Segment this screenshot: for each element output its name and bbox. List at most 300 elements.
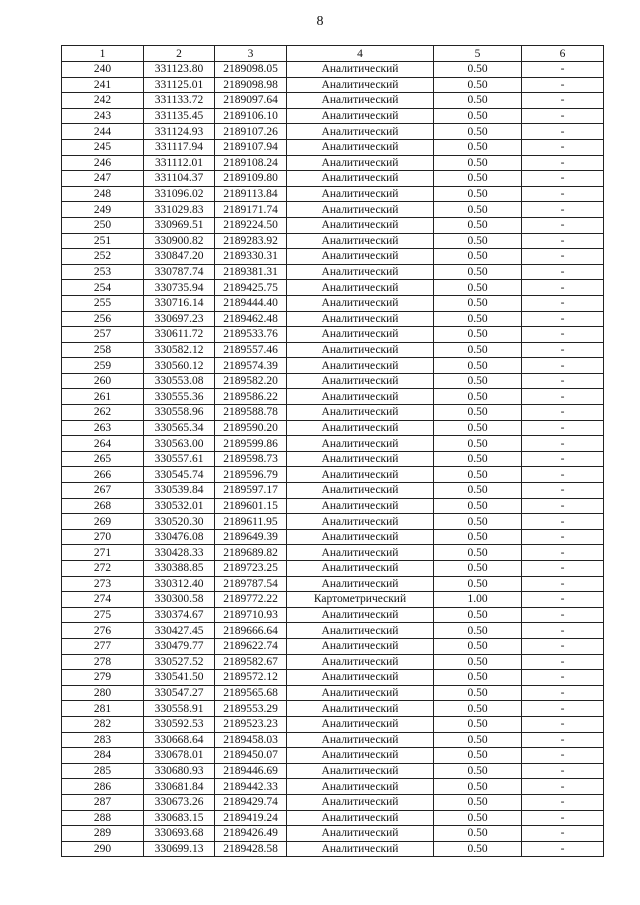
cell-method: Аналитический: [287, 623, 434, 639]
cell-point-number: 260: [62, 373, 144, 389]
cell-method: Аналитический: [287, 670, 434, 686]
cell-note: -: [522, 701, 604, 717]
cell-method: Аналитический: [287, 576, 434, 592]
table-row: [62, 124, 604, 140]
cell-accuracy: 0.50: [434, 62, 522, 78]
cell-accuracy: 0.50: [434, 748, 522, 764]
table-row: [62, 654, 604, 670]
cell-note: -: [522, 732, 604, 748]
cell-point-number: 271: [62, 545, 144, 561]
cell-accuracy: 0.50: [434, 545, 522, 561]
cell-coordinate-x: 331124.93: [144, 124, 215, 140]
cell-point-number: 288: [62, 810, 144, 826]
cell-point-number: 283: [62, 732, 144, 748]
cell-coordinate-y: 2189113.84: [215, 186, 287, 202]
cell-coordinate-x: 331029.83: [144, 202, 215, 218]
cell-method: Аналитический: [287, 451, 434, 467]
cell-accuracy: 0.50: [434, 93, 522, 109]
cell-coordinate-y: 2189574.39: [215, 358, 287, 374]
table-row: [62, 623, 604, 639]
cell-point-number: 240: [62, 62, 144, 78]
table-row: [62, 233, 604, 249]
cell-point-number: 264: [62, 436, 144, 452]
table-row: [62, 139, 604, 155]
cell-accuracy: 0.50: [434, 685, 522, 701]
cell-note: -: [522, 685, 604, 701]
cell-coordinate-y: 2189462.48: [215, 311, 287, 327]
cell-point-number: 250: [62, 217, 144, 233]
cell-method: Аналитический: [287, 841, 434, 857]
cell-accuracy: 0.50: [434, 202, 522, 218]
cell-accuracy: 0.50: [434, 124, 522, 140]
cell-point-number: 278: [62, 654, 144, 670]
cell-point-number: 252: [62, 249, 144, 265]
cell-point-number: 257: [62, 327, 144, 343]
cell-coordinate-y: 2189590.20: [215, 420, 287, 436]
cell-coordinate-y: 2189450.07: [215, 748, 287, 764]
cell-accuracy: 0.50: [434, 732, 522, 748]
table-row: [62, 467, 604, 483]
cell-note: -: [522, 779, 604, 795]
cell-method: Аналитический: [287, 638, 434, 654]
column-header: 2: [144, 46, 215, 62]
table-row: [62, 545, 604, 561]
table-row: [62, 763, 604, 779]
table-row: [62, 561, 604, 577]
table-row: [62, 748, 604, 764]
cell-coordinate-x: 330563.00: [144, 436, 215, 452]
table-row: [62, 483, 604, 499]
header-row: [62, 46, 604, 62]
cell-method: Аналитический: [287, 342, 434, 358]
cell-note: -: [522, 810, 604, 826]
cell-point-number: 268: [62, 498, 144, 514]
cell-coordinate-x: 330678.01: [144, 748, 215, 764]
cell-note: -: [522, 93, 604, 109]
cell-point-number: 245: [62, 139, 144, 155]
cell-note: -: [522, 654, 604, 670]
cell-coordinate-y: 2189426.49: [215, 826, 287, 842]
cell-point-number: 287: [62, 794, 144, 810]
cell-note: -: [522, 358, 604, 374]
cell-accuracy: 0.50: [434, 249, 522, 265]
cell-coordinate-x: 331096.02: [144, 186, 215, 202]
cell-method: Аналитический: [287, 327, 434, 343]
column-header: 4: [287, 46, 434, 62]
cell-coordinate-x: 331125.01: [144, 77, 215, 93]
cell-coordinate-x: 330312.40: [144, 576, 215, 592]
cell-note: -: [522, 202, 604, 218]
cell-accuracy: 0.50: [434, 826, 522, 842]
cell-coordinate-y: 2189109.80: [215, 171, 287, 187]
cell-point-number: 267: [62, 483, 144, 499]
cell-method: Аналитический: [287, 233, 434, 249]
cell-method: Аналитический: [287, 405, 434, 421]
cell-note: -: [522, 342, 604, 358]
cell-note: -: [522, 171, 604, 187]
cell-note: -: [522, 155, 604, 171]
cell-accuracy: 0.50: [434, 186, 522, 202]
cell-accuracy: 0.50: [434, 217, 522, 233]
table-row: [62, 389, 604, 405]
cell-coordinate-x: 330374.67: [144, 607, 215, 623]
cell-point-number: 241: [62, 77, 144, 93]
cell-note: -: [522, 295, 604, 311]
cell-note: -: [522, 62, 604, 78]
cell-coordinate-y: 2189425.75: [215, 280, 287, 296]
cell-coordinate-y: 2189446.69: [215, 763, 287, 779]
cell-coordinate-y: 2189565.68: [215, 685, 287, 701]
cell-coordinate-x: 330735.94: [144, 280, 215, 296]
cell-note: -: [522, 217, 604, 233]
cell-method: Аналитический: [287, 826, 434, 842]
cell-note: -: [522, 623, 604, 639]
table-row: [62, 62, 604, 78]
cell-point-number: 269: [62, 514, 144, 530]
cell-method: Аналитический: [287, 108, 434, 124]
cell-coordinate-y: 2189572.12: [215, 670, 287, 686]
cell-coordinate-x: 330553.08: [144, 373, 215, 389]
cell-point-number: 274: [62, 592, 144, 608]
table-row: [62, 280, 604, 296]
cell-point-number: 277: [62, 638, 144, 654]
cell-method: Аналитический: [287, 701, 434, 717]
cell-point-number: 244: [62, 124, 144, 140]
cell-method: Аналитический: [287, 202, 434, 218]
cell-coordinate-y: 2189428.58: [215, 841, 287, 857]
table-row: [62, 342, 604, 358]
cell-note: -: [522, 264, 604, 280]
cell-method: Картометрический: [287, 592, 434, 608]
cell-coordinate-y: 2189523.23: [215, 716, 287, 732]
cell-coordinate-y: 2189787.54: [215, 576, 287, 592]
cell-point-number: 266: [62, 467, 144, 483]
cell-accuracy: 0.50: [434, 295, 522, 311]
cell-coordinate-x: 330683.15: [144, 810, 215, 826]
cell-coordinate-x: 330699.13: [144, 841, 215, 857]
cell-accuracy: 0.50: [434, 467, 522, 483]
table-row: [62, 249, 604, 265]
cell-method: Аналитический: [287, 62, 434, 78]
cell-method: Аналитический: [287, 498, 434, 514]
cell-accuracy: 0.50: [434, 638, 522, 654]
coordinates-table: [61, 45, 604, 857]
cell-accuracy: 0.50: [434, 342, 522, 358]
cell-method: Аналитический: [287, 779, 434, 795]
cell-accuracy: 0.50: [434, 233, 522, 249]
cell-coordinate-x: 330545.74: [144, 467, 215, 483]
cell-coordinate-x: 330611.72: [144, 327, 215, 343]
cell-coordinate-x: 330668.64: [144, 732, 215, 748]
cell-point-number: 262: [62, 405, 144, 421]
cell-accuracy: 0.50: [434, 77, 522, 93]
table-row: [62, 202, 604, 218]
cell-coordinate-y: 2189599.86: [215, 436, 287, 452]
table-row: [62, 93, 604, 109]
cell-method: Аналитический: [287, 654, 434, 670]
cell-accuracy: 0.50: [434, 654, 522, 670]
table-row: [62, 732, 604, 748]
cell-method: Аналитический: [287, 436, 434, 452]
cell-coordinate-x: 330527.52: [144, 654, 215, 670]
table-row: [62, 607, 604, 623]
table-row: [62, 77, 604, 93]
table-row: [62, 420, 604, 436]
cell-point-number: 256: [62, 311, 144, 327]
cell-coordinate-y: 2189611.95: [215, 514, 287, 530]
column-header: 1: [62, 46, 144, 62]
cell-method: Аналитический: [287, 186, 434, 202]
cell-coordinate-x: 330555.36: [144, 389, 215, 405]
cell-note: -: [522, 576, 604, 592]
cell-point-number: 263: [62, 420, 144, 436]
cell-method: Аналитический: [287, 514, 434, 530]
cell-coordinate-y: 2189107.94: [215, 139, 287, 155]
cell-accuracy: 0.50: [434, 311, 522, 327]
table-row: [62, 358, 604, 374]
cell-coordinate-y: 2189107.26: [215, 124, 287, 140]
cell-accuracy: 0.50: [434, 779, 522, 795]
cell-coordinate-y: 2189171.74: [215, 202, 287, 218]
cell-coordinate-x: 330558.91: [144, 701, 215, 717]
cell-coordinate-x: 330428.33: [144, 545, 215, 561]
cell-point-number: 284: [62, 748, 144, 764]
cell-note: -: [522, 638, 604, 654]
cell-accuracy: 0.50: [434, 139, 522, 155]
cell-point-number: 282: [62, 716, 144, 732]
cell-coordinate-x: 330388.85: [144, 561, 215, 577]
cell-note: -: [522, 451, 604, 467]
cell-coordinate-x: 331133.72: [144, 93, 215, 109]
table-row: [62, 826, 604, 842]
cell-note: -: [522, 514, 604, 530]
cell-coordinate-y: 2189689.82: [215, 545, 287, 561]
cell-accuracy: 0.50: [434, 623, 522, 639]
cell-accuracy: 0.50: [434, 405, 522, 421]
cell-coordinate-x: 330427.45: [144, 623, 215, 639]
cell-coordinate-x: 330541.50: [144, 670, 215, 686]
cell-point-number: 261: [62, 389, 144, 405]
cell-coordinate-y: 2189596.79: [215, 467, 287, 483]
cell-method: Аналитический: [287, 217, 434, 233]
cell-accuracy: 0.50: [434, 483, 522, 499]
column-header: 3: [215, 46, 287, 62]
cell-note: -: [522, 716, 604, 732]
cell-accuracy: 0.50: [434, 171, 522, 187]
cell-coordinate-x: 330847.20: [144, 249, 215, 265]
cell-note: -: [522, 748, 604, 764]
cell-coordinate-x: 330300.58: [144, 592, 215, 608]
cell-coordinate-x: 330557.61: [144, 451, 215, 467]
cell-accuracy: 0.50: [434, 108, 522, 124]
cell-point-number: 286: [62, 779, 144, 795]
cell-method: Аналитический: [287, 389, 434, 405]
cell-coordinate-x: 330558.96: [144, 405, 215, 421]
cell-accuracy: 0.50: [434, 373, 522, 389]
table-row: [62, 217, 604, 233]
cell-note: -: [522, 389, 604, 405]
cell-point-number: 247: [62, 171, 144, 187]
cell-point-number: 258: [62, 342, 144, 358]
cell-note: -: [522, 498, 604, 514]
cell-coordinate-x: 331123.80: [144, 62, 215, 78]
cell-point-number: 285: [62, 763, 144, 779]
cell-coordinate-y: 2189582.67: [215, 654, 287, 670]
cell-method: Аналитический: [287, 311, 434, 327]
cell-point-number: 248: [62, 186, 144, 202]
table-row: [62, 327, 604, 343]
cell-note: -: [522, 545, 604, 561]
cell-method: Аналитический: [287, 763, 434, 779]
cell-method: Аналитический: [287, 685, 434, 701]
cell-coordinate-x: 330476.08: [144, 529, 215, 545]
cell-method: Аналитический: [287, 280, 434, 296]
cell-method: Аналитический: [287, 249, 434, 265]
column-header: 5: [434, 46, 522, 62]
cell-coordinate-y: 2189557.46: [215, 342, 287, 358]
table-row: [62, 264, 604, 280]
cell-method: Аналитический: [287, 794, 434, 810]
cell-method: Аналитический: [287, 561, 434, 577]
cell-note: -: [522, 483, 604, 499]
cell-coordinate-x: 330547.27: [144, 685, 215, 701]
cell-method: Аналитический: [287, 420, 434, 436]
cell-method: Аналитический: [287, 77, 434, 93]
table-row: [62, 514, 604, 530]
cell-coordinate-y: 2189224.50: [215, 217, 287, 233]
cell-coordinate-x: 330582.12: [144, 342, 215, 358]
cell-coordinate-y: 2189444.40: [215, 295, 287, 311]
cell-coordinate-y: 2189097.64: [215, 93, 287, 109]
cell-coordinate-x: 330900.82: [144, 233, 215, 249]
table-row: [62, 451, 604, 467]
cell-point-number: 255: [62, 295, 144, 311]
cell-point-number: 270: [62, 529, 144, 545]
cell-point-number: 265: [62, 451, 144, 467]
cell-method: Аналитический: [287, 716, 434, 732]
cell-point-number: 279: [62, 670, 144, 686]
cell-coordinate-x: 330697.23: [144, 311, 215, 327]
cell-accuracy: 0.50: [434, 576, 522, 592]
cell-accuracy: 0.50: [434, 716, 522, 732]
cell-point-number: 254: [62, 280, 144, 296]
cell-method: Аналитический: [287, 139, 434, 155]
cell-coordinate-x: 331117.94: [144, 139, 215, 155]
cell-point-number: 281: [62, 701, 144, 717]
cell-method: Аналитический: [287, 124, 434, 140]
cell-note: -: [522, 373, 604, 389]
cell-note: -: [522, 311, 604, 327]
cell-coordinate-x: 331112.01: [144, 155, 215, 171]
cell-point-number: 280: [62, 685, 144, 701]
cell-coordinate-y: 2189533.76: [215, 327, 287, 343]
cell-coordinate-x: 330969.51: [144, 217, 215, 233]
cell-point-number: 289: [62, 826, 144, 842]
cell-method: Аналитический: [287, 373, 434, 389]
table-row: [62, 155, 604, 171]
table-row: [62, 810, 604, 826]
cell-note: -: [522, 794, 604, 810]
table-row: [62, 498, 604, 514]
cell-accuracy: 0.50: [434, 514, 522, 530]
cell-accuracy: 0.50: [434, 561, 522, 577]
cell-point-number: 242: [62, 93, 144, 109]
cell-note: -: [522, 826, 604, 842]
cell-note: -: [522, 405, 604, 421]
cell-coordinate-x: 330479.77: [144, 638, 215, 654]
cell-coordinate-y: 2189419.24: [215, 810, 287, 826]
cell-point-number: 272: [62, 561, 144, 577]
cell-note: -: [522, 327, 604, 343]
cell-method: Аналитический: [287, 545, 434, 561]
cell-coordinate-x: 330560.12: [144, 358, 215, 374]
cell-point-number: 275: [62, 607, 144, 623]
cell-coordinate-x: 330539.84: [144, 483, 215, 499]
cell-point-number: 249: [62, 202, 144, 218]
cell-method: Аналитический: [287, 748, 434, 764]
cell-coordinate-y: 2189283.92: [215, 233, 287, 249]
table-row: [62, 436, 604, 452]
table-row: [62, 311, 604, 327]
cell-coordinate-y: 2189098.98: [215, 77, 287, 93]
cell-point-number: 246: [62, 155, 144, 171]
cell-note: -: [522, 124, 604, 140]
table-row: [62, 186, 604, 202]
cell-accuracy: 0.50: [434, 155, 522, 171]
cell-coordinate-y: 2189586.22: [215, 389, 287, 405]
cell-accuracy: 0.50: [434, 389, 522, 405]
cell-coordinate-y: 2189442.33: [215, 779, 287, 795]
table-body: [62, 62, 604, 857]
cell-note: -: [522, 186, 604, 202]
cell-coordinate-x: 331135.45: [144, 108, 215, 124]
cell-coordinate-x: 330787.74: [144, 264, 215, 280]
cell-note: -: [522, 763, 604, 779]
cell-note: -: [522, 670, 604, 686]
cell-note: -: [522, 607, 604, 623]
cell-coordinate-y: 2189772.22: [215, 592, 287, 608]
cell-point-number: 251: [62, 233, 144, 249]
cell-note: -: [522, 467, 604, 483]
cell-accuracy: 0.50: [434, 529, 522, 545]
cell-method: Аналитический: [287, 358, 434, 374]
cell-method: Аналитический: [287, 155, 434, 171]
cell-method: Аналитический: [287, 483, 434, 499]
cell-point-number: 253: [62, 264, 144, 280]
cell-note: -: [522, 249, 604, 265]
cell-coordinate-y: 2189381.31: [215, 264, 287, 280]
cell-coordinate-y: 2189582.20: [215, 373, 287, 389]
cell-coordinate-x: 330673.26: [144, 794, 215, 810]
cell-method: Аналитический: [287, 732, 434, 748]
cell-point-number: 243: [62, 108, 144, 124]
cell-method: Аналитический: [287, 810, 434, 826]
cell-coordinate-x: 330592.53: [144, 716, 215, 732]
table-row: [62, 108, 604, 124]
cell-coordinate-y: 2189598.73: [215, 451, 287, 467]
cell-note: -: [522, 841, 604, 857]
cell-note: -: [522, 280, 604, 296]
cell-note: -: [522, 436, 604, 452]
table-row: [62, 794, 604, 810]
cell-point-number: 276: [62, 623, 144, 639]
cell-method: Аналитический: [287, 467, 434, 483]
cell-note: -: [522, 77, 604, 93]
cell-accuracy: 0.50: [434, 420, 522, 436]
cell-coordinate-y: 2189106.10: [215, 108, 287, 124]
cell-coordinate-y: 2189723.25: [215, 561, 287, 577]
cell-accuracy: 0.50: [434, 794, 522, 810]
